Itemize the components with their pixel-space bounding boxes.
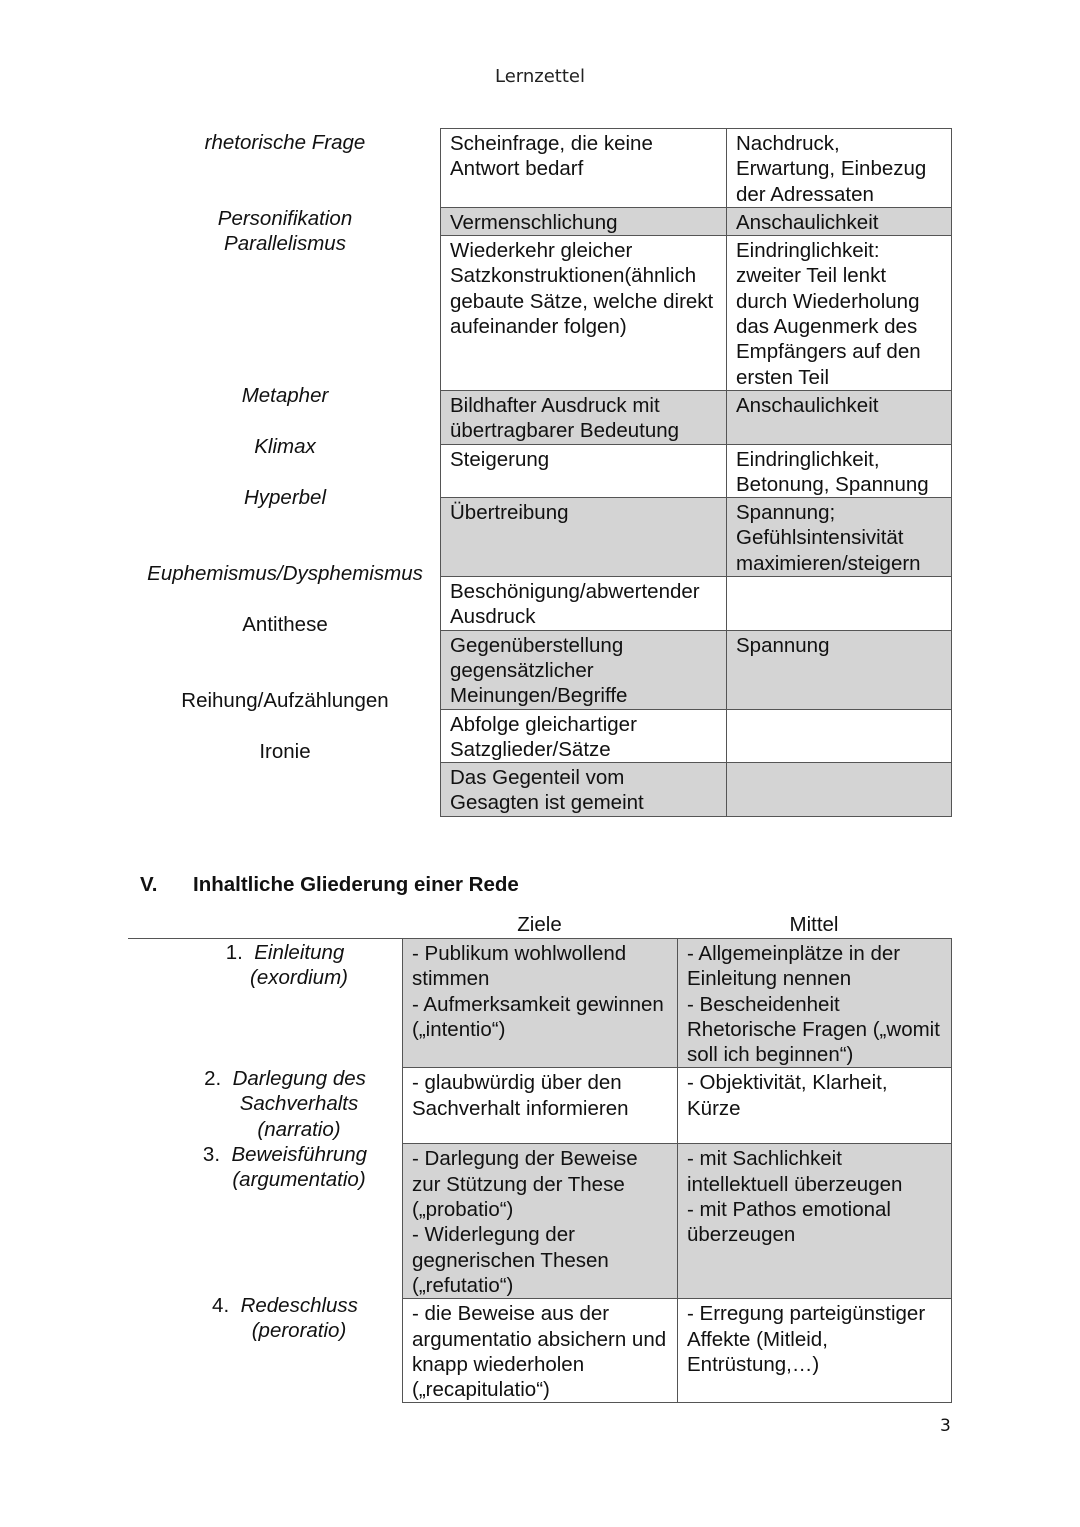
description-cell: Abfolge gleichartiger Satzglieder/Sätze xyxy=(441,709,727,763)
table-row xyxy=(403,1144,952,1299)
step-redeschluss xyxy=(160,1293,410,1344)
step-einleitung xyxy=(160,940,410,991)
means-cell xyxy=(678,939,952,1068)
description-cell: Gegenüberstellung gegensätzlicher Meinungen/Begriffe xyxy=(441,630,727,709)
step-latin: (narratio) xyxy=(257,1117,341,1141)
table-row xyxy=(441,498,952,577)
table-row xyxy=(441,129,952,208)
stilmittel-table xyxy=(440,128,952,817)
step-latin: (exordium) xyxy=(250,966,348,990)
step-number: 4. xyxy=(212,1294,230,1317)
description-cell: Beschönigung/abwertender Ausdruck xyxy=(441,577,727,631)
page-header: Lernzettel xyxy=(495,66,585,87)
means-item: - mit Pathos emotional überzeugen xyxy=(687,1198,891,1247)
goal-item: - die Beweise aus der argumentatio absichern und knapp wiederholen („recapitulatio“) xyxy=(412,1302,667,1402)
step-name: Beweisführung xyxy=(231,1143,368,1166)
term-metapher: Metapher xyxy=(241,384,329,407)
effect-cell: Spannung; Gefühlsintensivität maximieren/steigern xyxy=(727,498,952,577)
step-latin: (peroratio) xyxy=(251,1319,347,1343)
table-row xyxy=(441,207,952,235)
table-row xyxy=(441,236,952,391)
table-row xyxy=(403,1299,952,1403)
gliederung-table xyxy=(402,938,952,1403)
description-cell: Übertreibung xyxy=(441,498,727,577)
table-row xyxy=(441,390,952,444)
section-number: V. xyxy=(140,873,158,896)
means-item: - Objektivität, Klarheit, Kürze xyxy=(687,1071,888,1120)
term-personifikation: Personifikation xyxy=(217,207,353,230)
section-title: Inhaltliche Gliederung einer Rede xyxy=(193,873,519,896)
goal-item: - glaubwürdig über den Sachverhalt informieren xyxy=(412,1071,629,1120)
effect-cell: Anschaulichkeit xyxy=(727,390,952,444)
table-row xyxy=(441,630,952,709)
means-cell xyxy=(678,1299,952,1403)
term-euphemismus: Euphemismus/Dysphemismus xyxy=(147,562,423,585)
table-row xyxy=(441,444,952,498)
step-name: Redeschluss xyxy=(240,1294,358,1317)
goals-cell xyxy=(403,1068,678,1144)
effect-cell: Eindringlichkeit: zweiter Teil lenkt durch Wiederholung das Augenmerk des Empfängers auf den ersten Teil xyxy=(727,236,952,391)
goal-item: - Widerlegung der gegnerischen Thesen („refutatio“) xyxy=(412,1223,609,1297)
column-header-ziele: Ziele xyxy=(517,913,562,936)
header-rule xyxy=(128,938,402,939)
effect-cell xyxy=(727,577,952,631)
term-klimax: Klimax xyxy=(254,435,316,458)
means-item: - mit Sachlichkeit intellektuell überzeugen xyxy=(687,1147,903,1196)
goal-item: - Publikum wohlwollend stimmen xyxy=(412,942,627,991)
term-reihung: Reihung/Aufzählungen xyxy=(181,689,389,712)
column-header-mittel: Mittel xyxy=(789,913,839,936)
term-antithese: Antithese xyxy=(242,613,328,636)
step-name: Darlegung des xyxy=(232,1067,366,1090)
goals-cell xyxy=(403,939,678,1068)
term-ironie: Ironie xyxy=(259,740,311,763)
description-cell: Wiederkehr gleicher Satzkonstruktionen(ähnlich gebaute Sätze, welche direkt aufeinander folgen) xyxy=(441,236,727,391)
term-rhetorische-frage: rhetorische Frage xyxy=(204,131,366,154)
step-beweisfuehrung xyxy=(160,1142,410,1193)
step-darlegung xyxy=(160,1066,410,1142)
step-number: 3. xyxy=(202,1143,221,1166)
table-row xyxy=(441,763,952,817)
description-cell: Das Gegenteil vom Gesagten ist gemeint xyxy=(441,763,727,817)
term-parallelismus: Parallelismus xyxy=(224,232,346,255)
step-name-cont: Sachverhalts xyxy=(239,1092,359,1116)
table-row xyxy=(441,577,952,631)
step-name: Einleitung xyxy=(254,941,345,964)
effect-cell xyxy=(727,763,952,817)
effect-cell: Anschaulichkeit xyxy=(727,207,952,235)
goal-item: - Darlegung der Beweise zur Stützung der These („probatio“) xyxy=(412,1147,638,1222)
effect-cell: Nachdruck, Erwartung, Einbezug der Adressaten xyxy=(727,129,952,208)
goal-item: - Aufmerksamkeit gewinnen („intentio“) xyxy=(412,992,664,1041)
description-cell: Steigerung xyxy=(441,444,727,498)
description-cell: Vermenschlichung xyxy=(441,207,727,235)
effect-cell: Eindringlichkeit, Betonung, Spannung xyxy=(727,444,952,498)
section-heading xyxy=(140,873,519,897)
table-row xyxy=(403,1068,952,1144)
step-number: 1. xyxy=(225,941,243,964)
step-latin: (argumentatio) xyxy=(232,1168,366,1192)
means-cell xyxy=(678,1068,952,1144)
means-cell xyxy=(678,1144,952,1299)
table-row xyxy=(403,939,952,1068)
step-number: 2. xyxy=(204,1067,222,1090)
effect-cell xyxy=(727,709,952,763)
means-item: - Allgemeinplätze in der Einleitung nennen xyxy=(687,942,901,991)
term-hyperbel: Hyperbel xyxy=(243,486,327,509)
goals-cell xyxy=(403,1144,678,1299)
description-cell: Bildhafter Ausdruck mit übertragbarer Bedeutung xyxy=(441,390,727,444)
page-number: 3 xyxy=(940,1416,951,1436)
effect-cell: Spannung xyxy=(727,630,952,709)
description-cell: Scheinfrage, die keine Antwort bedarf xyxy=(441,129,727,208)
table-row xyxy=(441,709,952,763)
goals-cell xyxy=(403,1299,678,1403)
means-item: - Erregung parteigünstiger Affekte (Mitleid, Entrüstung,…) xyxy=(687,1302,926,1376)
means-item: - Bescheidenheit Rhetorische Fragen („womit soll ich beginnen“) xyxy=(687,992,940,1067)
